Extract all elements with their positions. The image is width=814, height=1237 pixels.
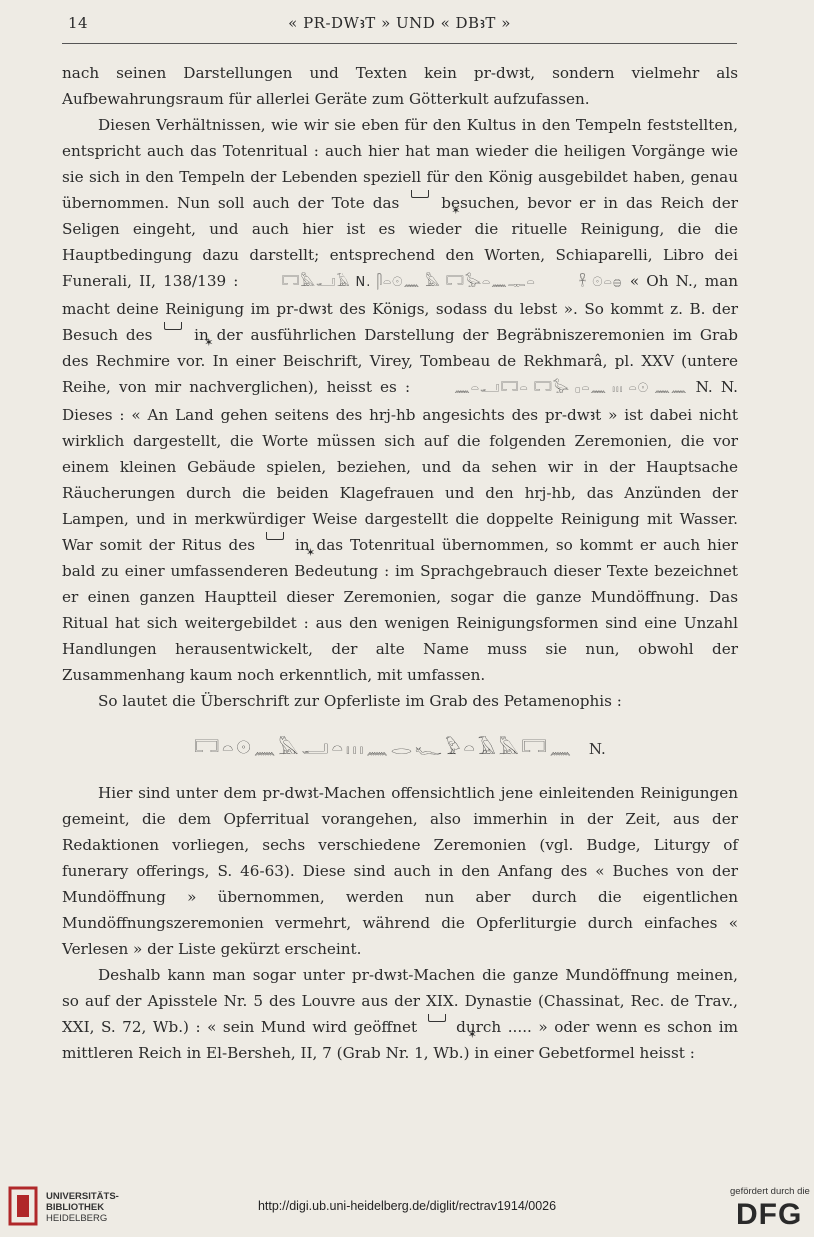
running-title: « PR-DWꜣT » UND « DBꜣT » [288, 14, 511, 32]
paragraph-text: N. N. Dieses : « An Land gehen seitens des hrj-hb angesichts des pr-dwꜣt » ist dabei nicht wirklich dargestellt, die Worte müssen sich auf die folgenden Zeremonien, die vor einem kleinen Gebäude spielen, beziehen, und da sehen wir in der Hauptsache Räucherungen durch die beiden Klagefrauen und den hrj-hb, das Anzünden der Lampen, und in merkwürdiger Weise dargestellt die doppelte Reinigung mit Wasser. War somit der Ritus des [62, 378, 739, 554]
hieroglyph-sequence: 𓉐𓏏𓇳𓈖𓅓𓂝𓏏𓏤𓏤𓏤𓈖𓂋𓆑𓅱𓏏𓄿𓅓𓉐𓈖 [194, 738, 575, 759]
header-rule [62, 43, 737, 44]
paragraph-text: in der ausführlichen Darstellung der Begräbniszeremonien im Grab des Rechmire vor. In einer Beischrift, Virey, Tombeau de Rekhmarâ, pl. XXV (untere Reihe, von mir nachverglichen), heisst es : [62, 326, 738, 396]
paragraph-text: besuchen, bevor er in das Reich der Seligen eingeht, und auch hier ist es wieder die rituelle Reinigung, die die Hauptbedingung dazu darstellt; entsprechend den Worten, Schiaparelli, Libro dei Funerali, II, 138/139 : [62, 194, 739, 290]
document-body [62, 60, 738, 1066]
centered-hieroglyph-line [62, 736, 738, 762]
permalink-url[interactable]: http://digi.ub.uni-heidelberg.de/diglit/rectrav1914/0026 [257, 1199, 557, 1213]
paragraph [62, 112, 738, 688]
paragraph: nach seinen Darstellungen und Texten kein pr-dwꜣt, sondern vielmehr als Aufbewahrungsraum für allerlei Geräte zum Götterkult aufzufassen. [62, 64, 738, 108]
n-label: N. [588, 740, 606, 758]
paragraph-text: Diesen Verhältnissen, wie wir sie eben für den Kultus in den Tempeln feststellten, entspricht auch das Totenritual : auch hier hat man wieder die heiligen Vorgänge wie sie sich in den Tempeln der Lebenden speziell für den König ausgebildet haben, genau übernommen. Nun soll auch der Tote das [62, 116, 738, 212]
hieroglyph-sequence: 𓋹 𓇳𓏏𓐍 [578, 275, 623, 290]
library-name: UNIVERSITÄTS- BIBLIOTHEK HEIDELBERG [46, 1191, 119, 1224]
pr-dwat-hieroglyph-icon [162, 322, 184, 344]
funded-by-label: gefördert durch die [730, 1186, 810, 1197]
hieroglyph-sequence: 𓈖𓏏𓂝𓉐𓏏 𓉐𓅭 𓊪𓏏𓈖 𓏤𓏤𓏤 𓏏𓇳 𓈖𓈖 [454, 381, 688, 396]
dfg-logo: DFG [736, 1198, 803, 1231]
footer [0, 1178, 814, 1237]
paragraph-text: in das Totenritual übernommen, so kommt er auch hier bald zu einer umfassenderen Bedeutung : im Sprachgebrauch dieser Texte bezeichnet er einen ganzen Hauptteil dieser Zeremonien, sogar die ganze Mundöffnung. Das Ritual hat sich weitergebildet : aus den wenigen Reinigungsformen sind eine Unzahl Handlungen herausentwickelt, der alte Name muss sie nun, obwohl der Zusammenhang kaum noch erkenntlich, mit umfassen. [62, 536, 739, 684]
paragraph: So lautet die Überschrift zur Opferliste im Grab des Petamenophis : [98, 692, 622, 710]
paragraph-text: durch ..... » oder wenn es schon im mittleren Reich in El-Bersheh, II, 7 (Grab Nr. 1, Wb.) in einer Gebetformel heisst : [62, 1018, 738, 1062]
paragraph: Hier sind unter dem pr-dwꜣt-Machen offensichtlich jene einleitenden Reinigungen gemeint, die dem Opferritual vorangehen, also immerhin in der Zeit, aus der Redaktionen vorliegen, sechs verschiedene Zeremonien (vgl. Budge, Liturgy of funerary offerings, S. 46-63). Diese sind auch in den Anfang des « Buches von der Mundöffnung » übernommen, werden nun aber durch die eigentlichen Mundöffnungszeremonien vermehrt, während die Opferliturgie durch einfaches « Verlesen » der Liste gekürzt erscheint. [62, 784, 738, 958]
paragraph-text: Deshalb kann man sogar unter pr-dwꜣt-Machen die ganze Mundöffnung meinen, so auf der Apisstele Nr. 5 des Louvre aus der XIX. Dynastie (Chassinat, Rec. de Trav., XXI, S. 72, Wb.) : « sein Mund wird geöffnet [62, 966, 738, 1036]
page-header [62, 10, 737, 36]
page-number: 14 [68, 14, 89, 32]
pr-dwat-hieroglyph-icon [409, 190, 431, 212]
paragraph [62, 962, 738, 1066]
pr-dwat-hieroglyph-icon [426, 1014, 448, 1036]
pr-dwat-hieroglyph-icon [264, 532, 286, 554]
paragraph-text: « Oh N., man macht deine Reinigung im pr-dwꜣt des Königs, sodass du lebst ». So kommt z. B. der Besuch des [62, 272, 739, 344]
hieroglyph-sequence: 𓉐𓅓𓂝𓄿 N. 𓋴𓏏𓇳𓈖 𓅓 𓉐𓅭𓏏𓈖𓊃𓏏 [281, 275, 536, 290]
